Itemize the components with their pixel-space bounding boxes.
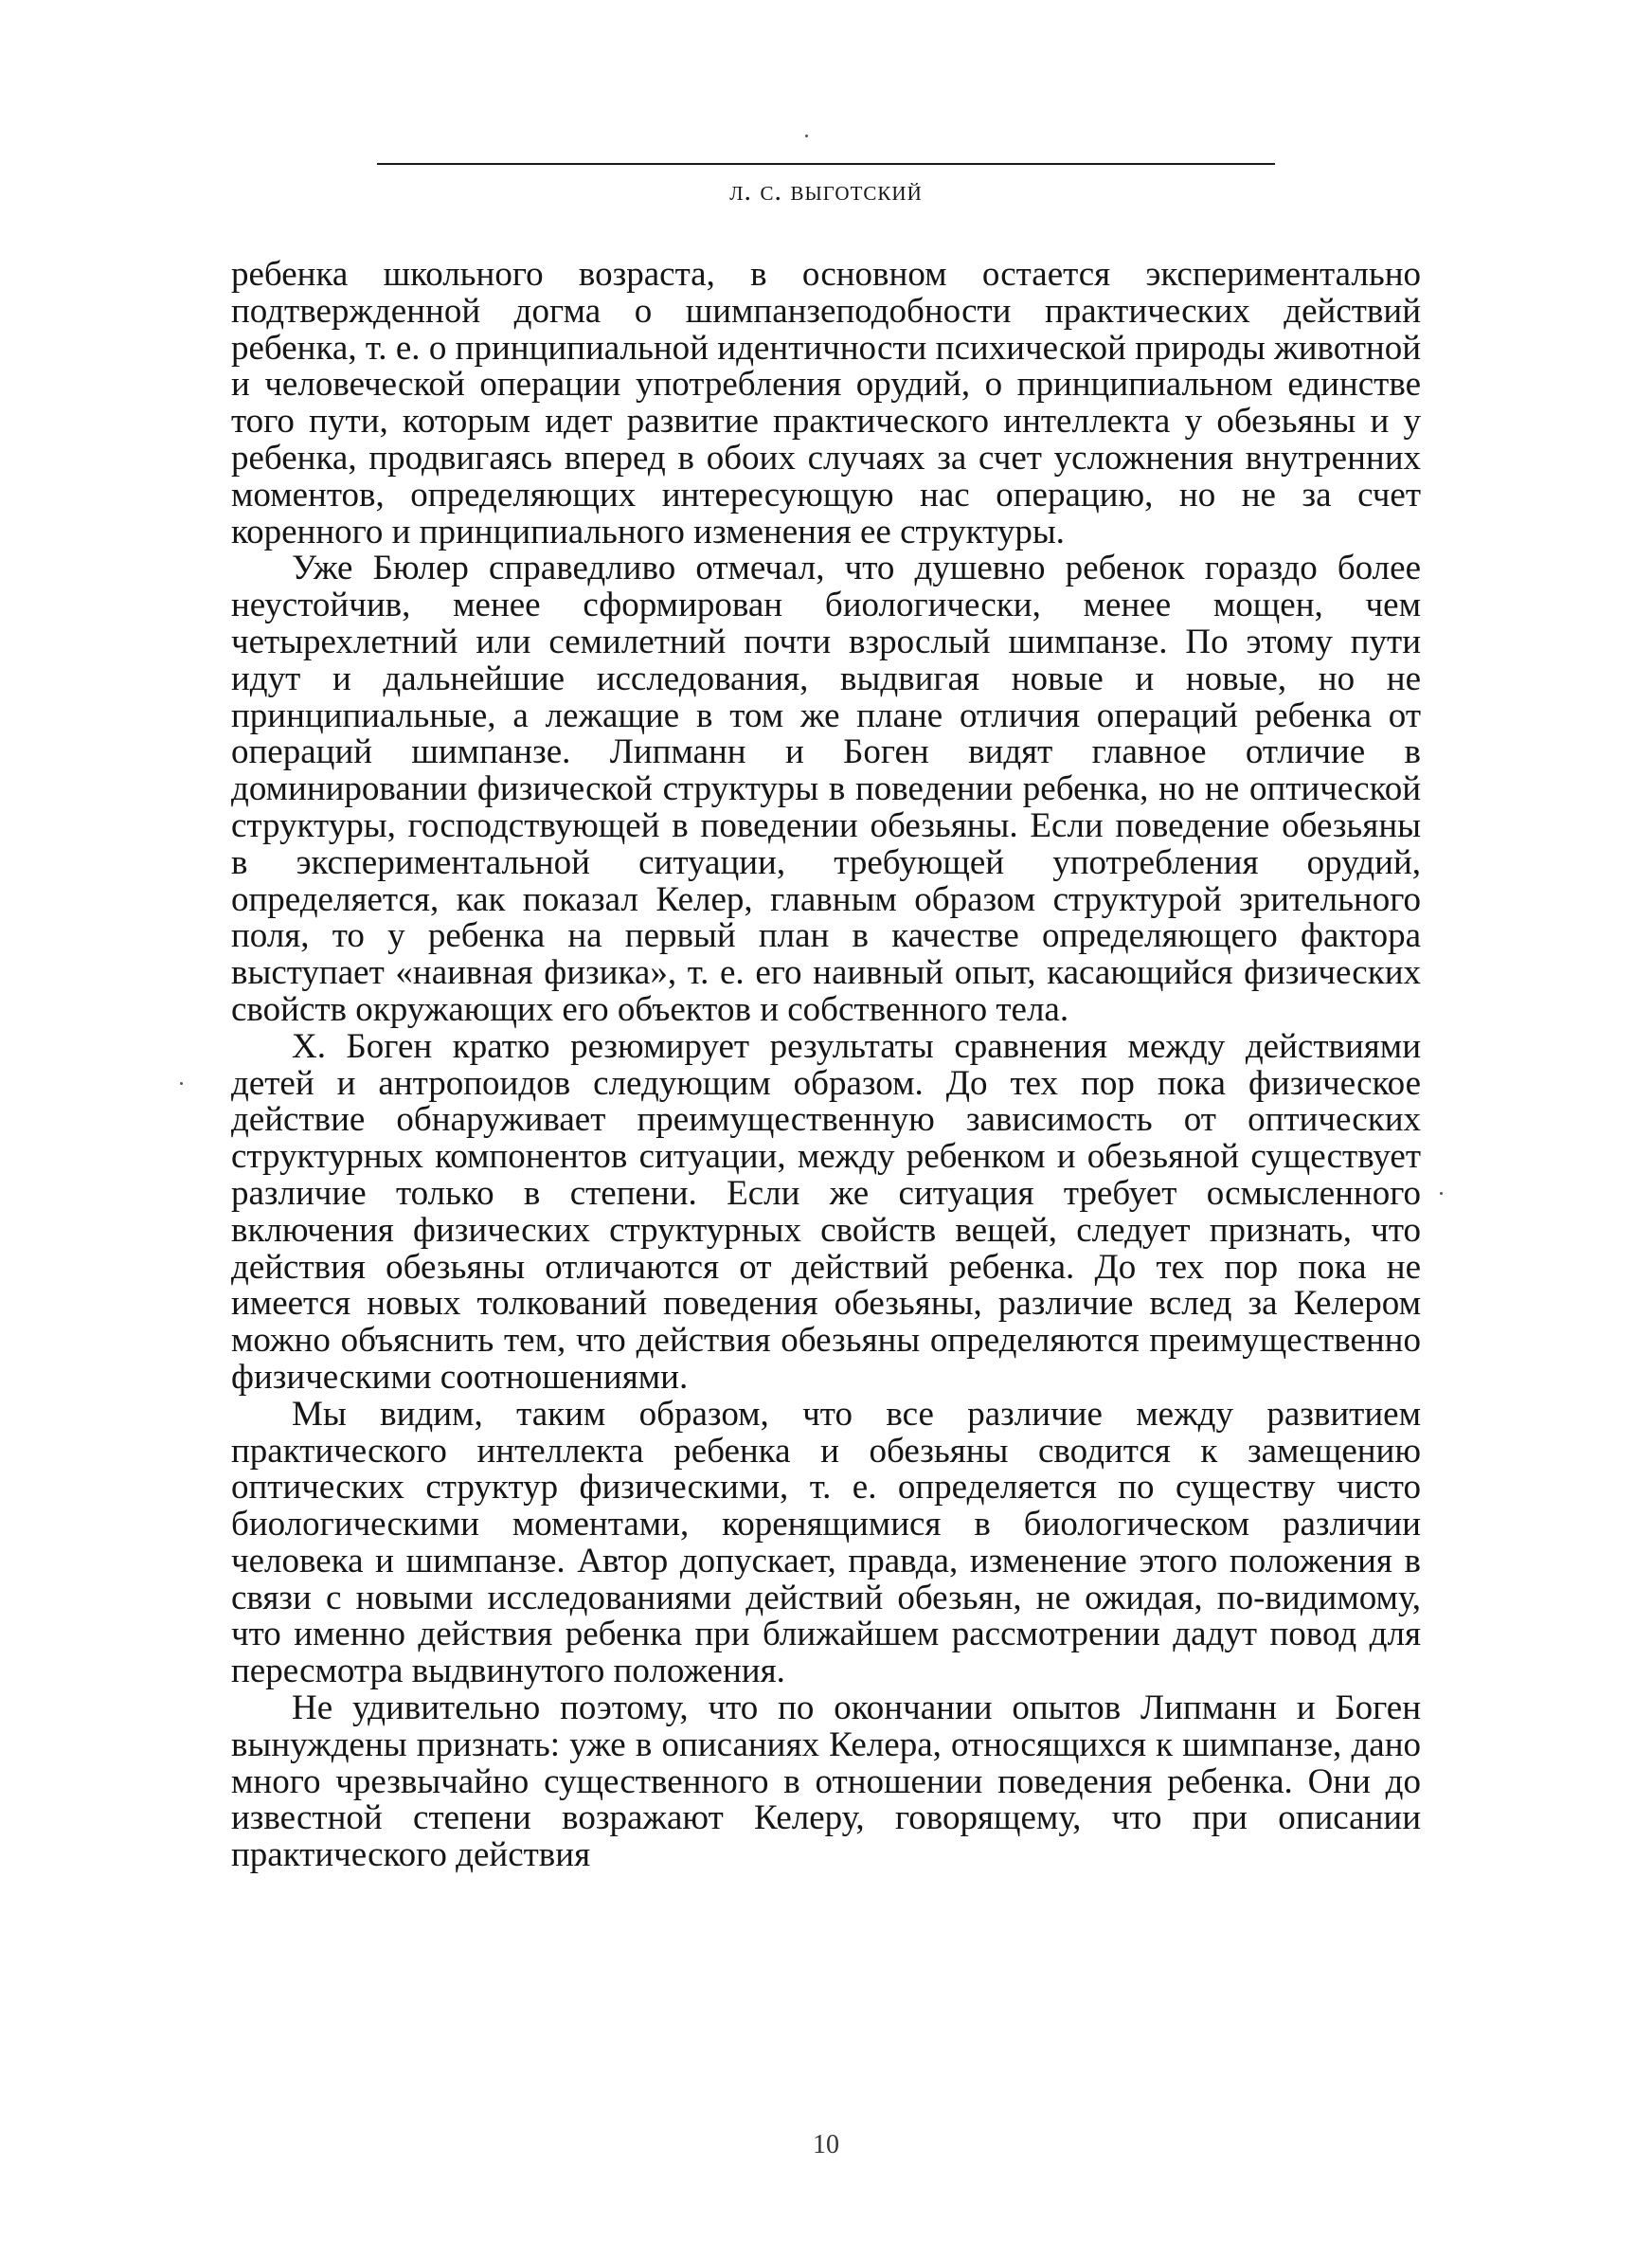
running-head: л. с. выготский [729, 175, 923, 207]
header-rule [377, 163, 1275, 165]
paragraph-1: ребенка школьного возраста, в основном остается экспериментально подтвержденной догма о шимпанзеподобности практических действий ребенка, т. е. о принципиальной идентичности психической природы животной и человеческой операции употребления орудий, о принципиальном единстве того пути, которым идет развитие практического интеллекта у обезьяны и у ребенка, продвигаясь вперед в обоих случаях за счет усложнения внутренних моментов, определяющих интересующую нас операцию, но не за счет коренного и принципиального изменения ее структуры. [231, 255, 1421, 551]
paragraph-5: Не удивительно поэтому, что по окончании опытов Липманн и Боген вынуждены признать: уже в описаниях Келера, относящихся к шимпанзе, дано много чрезвычайно существенного в отношении поведения ребенка. Они до известной степени возражают Келеру, говорящему, что при описании практического действия [231, 1688, 1421, 1875]
scan-speck [180, 1082, 183, 1085]
scan-speck [805, 135, 808, 137]
paragraph-4: Мы видим, таким образом, что все различие между развитием практического интеллекта ребенка и обезьяны сводится к замещению оптических структур физическими, т. е. определяется по существу чисто биологическими моментами, коренящимися в биологическом различии человека и шимпанзе. Автор допускает, правда, изменение этого положения в связи с новыми исследованиями действий обезьян, не ожидая, по-видимому, что именно действия ребенка при ближайшем рассмотрении дадут повод для пересмотра выдвинутого положения. [231, 1394, 1421, 1691]
page-number: 10 [813, 2130, 839, 2159]
text-block [231, 257, 1421, 1874]
paragraph-3: Х. Боген кратко резюмирует результаты сравнения между действиями детей и антропоидов следующим образом. До тех пор пока физическое действие обнаруживает преимущественную зависимость от оптических структурных компонентов ситуации, между ребенком и обезьяной существует различие только в степени. Если же ситуация требует осмысленного включения физических структурных свойств вещей, следует признать, что действия обезьяны отличаются от действий ребенка. До тех пор пока не имеется новых толкований поведения обезьяны, различие вслед за Келером можно объяснить тем, что действия обезьяны определяются преимущественно физическими соотношениями. [231, 1026, 1421, 1397]
paragraph-2: Уже Бюлер справедливо отмечал, что душевно ребенок гораздо более неустойчив, менее сформирован биологически, менее мощен, чем четырехлетний или семилетний почти взрослый шимпанзе. По этому пути идут и дальнейшие исследования, выдвигая новые и новые, но не принципиальные, а лежащие в том же плане отличия операций ребенка от операций шимпанзе. Липманн и Боген видят главное отличие в доминировании физической структуры в поведении ребенка, но не оптической структуры, господствующей в поведении обезьяны. Если поведение обезьяны в экспериментальной ситуации, требующей употребления орудий, определяется, как показал Келер, главным образом структурой зрительного поля, то у ребенка на первый план в качестве определяющего фактора выступает «наивная физика», т. е. его наивный опыт, касающийся физических свойств окружающих его объектов и собственного тела. [231, 549, 1421, 1029]
scan-speck [1440, 1192, 1443, 1195]
